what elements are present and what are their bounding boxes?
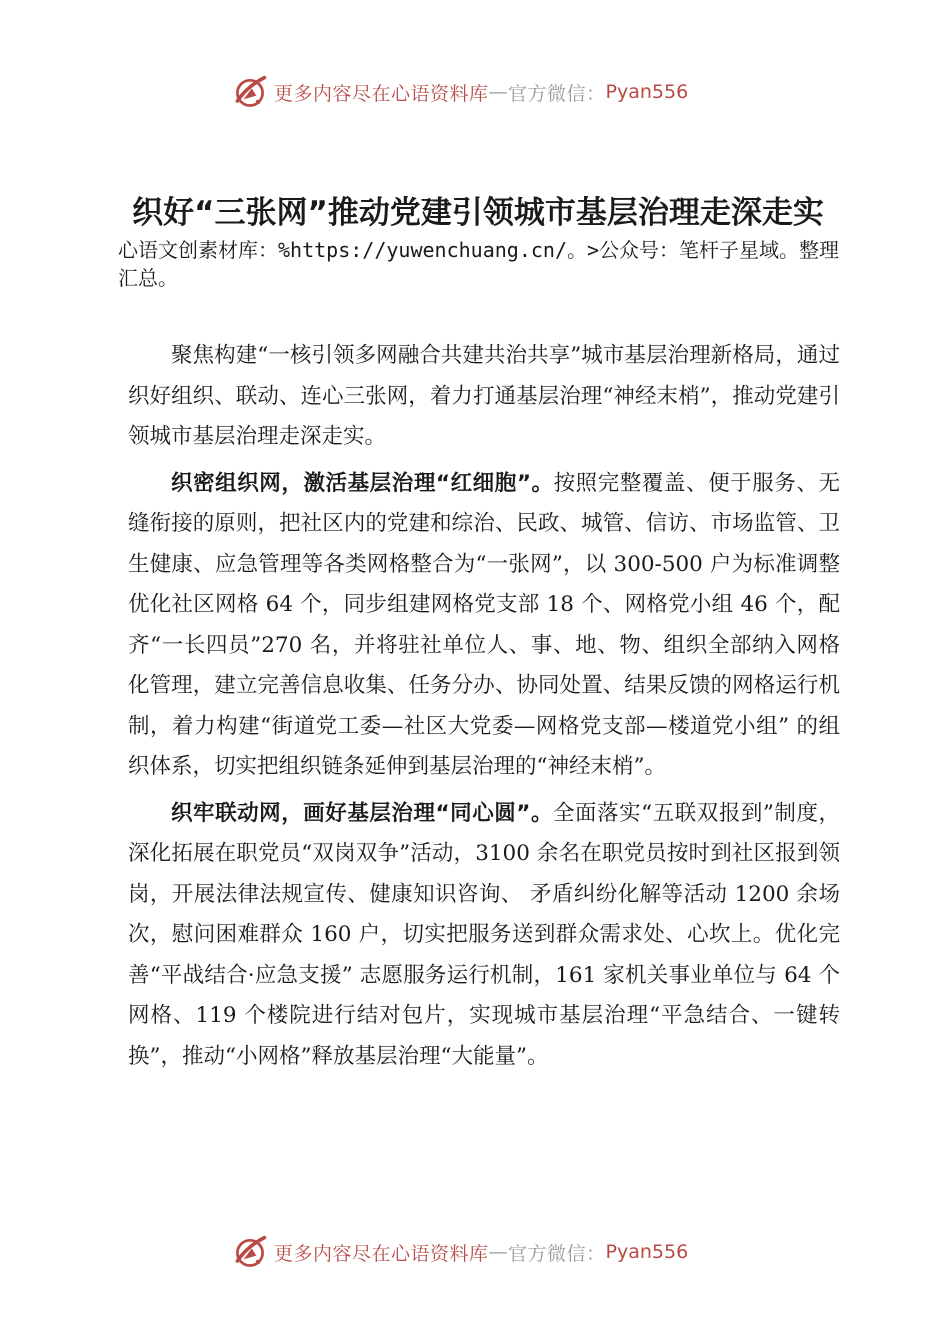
section-text: 全面落实“五联双报到”制度，深化拓展在职党员“双岗双争”活动，3100 余名在职党员按时到社区报到领岗，开展法律法规宣传、健康知识咨询、 矛盾纠纷化解等活动 1200 余场次，慰问困难群众 160 户，切实把服务送到群众需求处、心坎上。优化完善“平战结合·应急支援” 志愿服务运行机制，161 家机关事业单位与 64 个网格、119 个楼院进行结对包片，实现城市基层治理“平急结合、一键转换”，推动“小网格”释放基层治理“大能量”。 xyxy=(128,800,841,1069)
brush-seal-logo-icon xyxy=(232,74,268,110)
section-heading: 织密组织网，激活基层治理“红细胞”。 xyxy=(171,470,554,496)
section-text: 按照完整覆盖、便于服务、无缝衔接的原则，把社区内的党建和综治、民政、城管、信访、市场监管、卫生健康、应急管理等各类网格整合为“一张网”，以 300-500 户为标准调整优化社区网格 64 个，同步组建网格党支部 18 个、网格党小组 46 个，配齐“一长四员”270 名，并将驻社单位人、事、地、物、组织全部纳入网格化管理，建立完善信息收集、任务分办、协同处置、结果反馈的网格运行机制，着力构建“街道党工委—社区大党委—网格党支部—楼道党小组” 的组织体系，切实把组织链条延伸到基层治理的“神经末梢”。 xyxy=(128,470,840,779)
watermark-wechat-label: 官方微信： xyxy=(508,1242,606,1265)
watermark-text: 更多内容尽在心语资料库 xyxy=(274,82,489,105)
watermark-wechat-label: 官方微信： xyxy=(508,82,606,105)
document-body xyxy=(128,336,840,1083)
section-paragraph xyxy=(128,794,840,1078)
header-watermark xyxy=(232,72,688,112)
section-heading: 织牢联动网，画好基层治理“同心圆”。 xyxy=(171,800,553,826)
watermark-text: 更多内容尽在心语资料库 xyxy=(274,1242,489,1265)
footer-watermark xyxy=(232,1232,688,1272)
watermark-separator: — xyxy=(488,81,509,103)
section-paragraph xyxy=(128,464,840,788)
document-title: 织好“三张网”推动党建引领城市基层治理走深走实 xyxy=(132,195,824,231)
watermark-separator: — xyxy=(488,1241,509,1263)
source-attribution: 心语文创素材库：%https://yuwenchuang.cn/。>公众号：笔杆子星域。整理汇总。 xyxy=(118,238,840,290)
intro-paragraph: 聚焦构建“一核引领多网融合共建共治共享”城市基层治理新格局，通过织好组织、联动、连心三张网，着力打通基层治理“神经末梢”，推动党建引领城市基层治理走深走实。 xyxy=(128,343,840,449)
brush-seal-logo-icon xyxy=(232,1234,268,1270)
watermark-wechat-id: Pyan556 xyxy=(605,81,689,103)
watermark-wechat-id: Pyan556 xyxy=(605,1241,689,1263)
